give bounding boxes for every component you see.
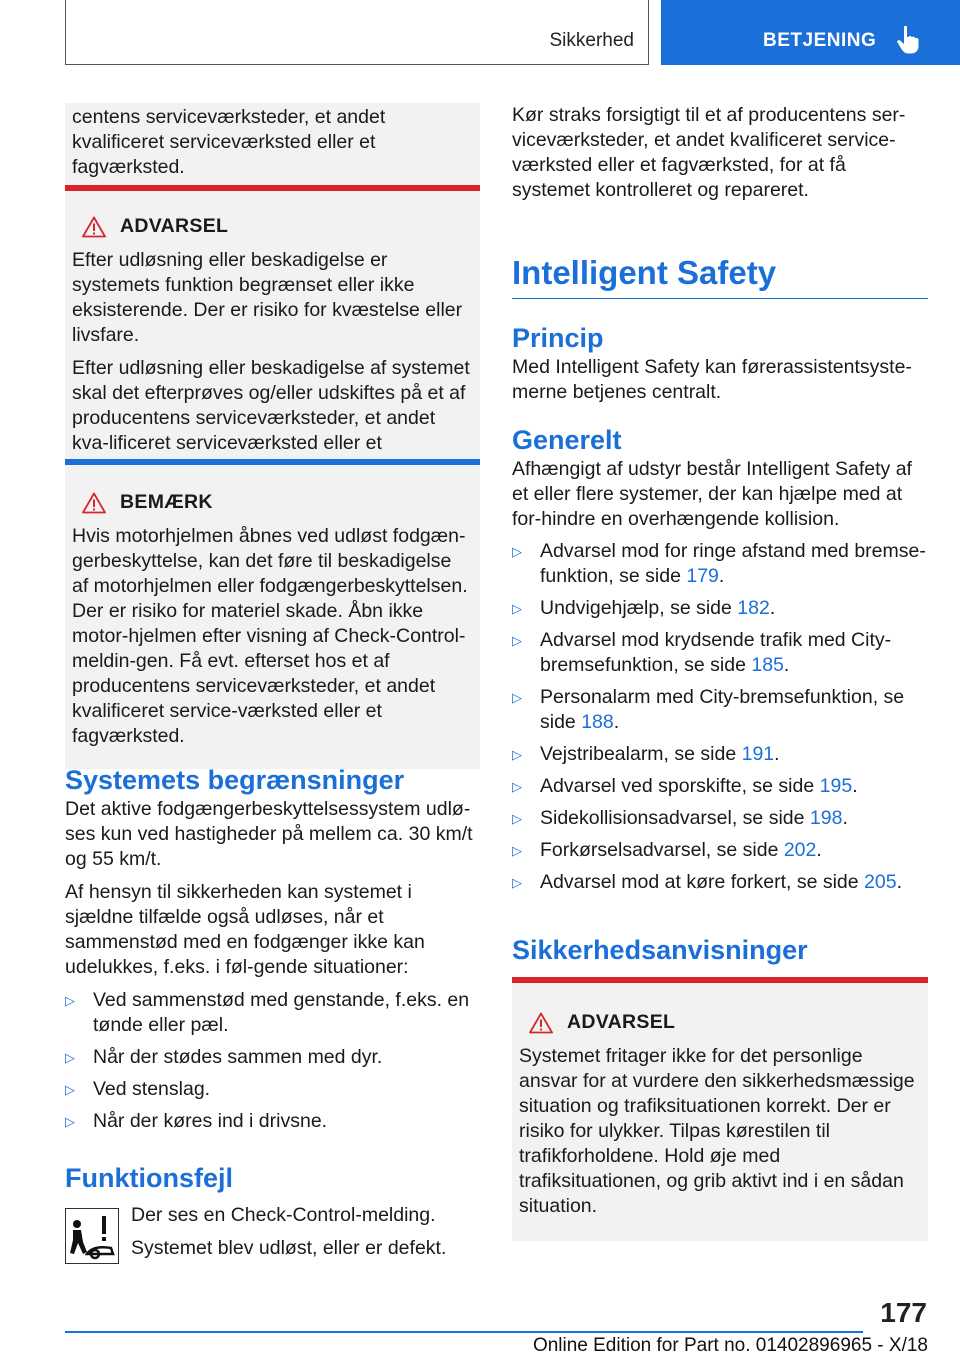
note-title: BEMÆRK [120,491,213,513]
warning-header [72,215,473,238]
princip-text: Med Intelligent Safety kan førerassistentsyste‐merne betjenes centralt. [512,356,912,403]
list-item-text: Advarsel mod for ringe afstand med bremse‐funktion, se side [540,540,926,587]
limits-paragraph: Af hensyn til sikkerheden kan systemet i sjældne tilfælde også udløses, når et sammenstød med en fodgænger ikke kan udelukkes, f.eks. i føl‐gende situationer: [65,881,425,978]
bullet-triangle-icon: ▷ [512,875,522,890]
systems-list [512,539,928,895]
page-link[interactable]: 191 [741,743,775,765]
warning-paragraph: Efter udløsning eller beskadigelse af systemet skal det efterprøves og/eller udskiftes på et af producentens serviceværksteder, et andet kva‐lificeret serviceværksted eller et [72,357,470,454]
list-item: ▷ Forkørselsadvarsel, se side 202. [512,839,822,861]
list-item: ▷ Advarsel mod for ringe afstand med bremse‐funktion, se side 179. [512,540,926,587]
fault-line: Der ses en Check-Control-melding. [131,1204,436,1226]
continued-note-box [65,103,480,196]
footer-divider [65,1331,863,1333]
bullet-triangle-icon: ▷ [65,1114,75,1129]
list-item: ▷ Personalarm med City-bremsefunktion, se side 188. [512,686,905,733]
list-item: ▷ Undvigehjælp, se side 182. [512,597,776,619]
hand-pointer-icon [895,25,921,55]
list-item [65,988,480,1038]
header-section-box [65,0,649,65]
note-paragraph: Hvis motorhjelmen åbnes ved udløst fodgæn‐gerbeskyttelse, kan det føre til beskadigelse af motorhjelmen eller fodgængerbeskyttelsen. Der er risiko for materiel skade. Åbn ikke motor‐hjelmen efter visning af Check-Control-meldin‐gen. Få evt. efterset hos et af producentens serviceværksteder, et andet kvalificeret service‐værksted eller et fagværksted. [72,525,468,747]
bullet-triangle-icon: ▷ [512,633,522,648]
list-item-text: Advarsel mod krydsende trafik med City-bremsefunktion, se side [540,629,892,676]
list-item-text: Vejstribealarm, se side [540,743,742,765]
fault-section [65,1161,480,1261]
limits-paragraph: Det aktive fodgængerbeskyttelsessystem udlø‐ses kun ved hastigheder på mellem ca. 30 km/t og 55 km/t. [65,798,473,870]
list-item-text: Ved stenslag. [93,1078,211,1100]
list-item-text: Undvigehjælp, se side [540,597,738,619]
header-chapter-label: BETJENING [763,30,877,51]
limits-list [65,988,480,1134]
right-intro [512,103,928,203]
footer-edition: Online Edition for Part no. 01402896965 - X/18 [532,1335,928,1356]
bullet-triangle-icon: ▷ [512,690,522,705]
right-intro-text: Kør straks forsigtigt til et af producentens ser‐viceværksteder, et andet kvalificeret service‐værksted eller et fagværksted, for at få systemet kontrolleret og repareret. [512,104,906,201]
list-item: ▷ Advarsel mod at køre forkert, se side 205. [512,871,903,893]
princip-heading: Princip [512,323,604,353]
notice-triangle-icon [82,492,106,514]
bullet-triangle-icon: ▷ [65,993,75,1008]
list-item-text: Sidekollisionsadvarsel, se side [540,807,810,829]
list-item-text: Forkørselsadvarsel, se side [540,839,784,861]
warning-triangle-icon [82,216,106,238]
fault-line: Systemet blev udløst, eller er defekt. [131,1237,447,1259]
header-chapter-tab[interactable] [661,0,960,65]
list-item: ▷ Vejstribealarm, se side 191. [512,743,780,765]
bullet-triangle-icon: ▷ [512,544,522,559]
limits-section [65,763,480,1134]
list-item [65,1045,480,1070]
list-item: ▷ Advarsel ved sporskifte, se side 195. [512,775,858,797]
list-item-text: Når der køres ind i drivsne. [93,1110,328,1132]
continued-note-text: centens serviceværksteder, et andet kvalificeret serviceværksted eller et fagværksted. [72,106,386,178]
bullet-triangle-icon: ▷ [512,747,522,762]
list-item-text: Personalarm med City-bremsefunktion, se side [540,686,905,733]
bullet-triangle-icon: ▷ [512,601,522,616]
list-item [65,1109,480,1134]
fault-heading: Funktionsfejl [65,1163,233,1193]
list-item-text: Ved sammenstød med genstande, f.eks. en tønde eller pæl. [93,989,470,1036]
bullet-triangle-icon: ▷ [65,1082,75,1097]
page-link[interactable]: 179 [686,565,719,587]
page-link[interactable]: 198 [809,807,843,829]
page-link[interactable]: 205 [864,871,897,893]
limits-heading: Systemets begrænsninger [65,765,405,795]
page-link[interactable]: 188 [581,711,614,733]
bullet-triangle-icon: ▷ [512,811,522,826]
note-header [72,491,473,514]
list-item: ▷ Advarsel mod krydsende trafik med City-bremsefunktion, se side 185. [512,629,892,676]
pedestrian-protection-fault-icon [65,1208,119,1264]
safety-heading: Sikkerhedsanvisninger [512,935,808,965]
page-link[interactable]: 185 [751,654,784,676]
warning-paragraph: Efter udløsning eller beskadigelse er systemets funktion begrænset eller ikke eksisterende. Der er risiko for kvæstelse eller livsfare. [72,249,463,346]
page-number: 177 [880,1297,927,1328]
bullet-triangle-icon: ▷ [65,1050,75,1065]
page-link[interactable]: 195 [819,775,853,797]
list-item-text: Advarsel ved sporskifte, se side [540,775,820,797]
warning-paragraph: Systemet fritager ikke for det personlige ansvar for at vurdere den sikkerhedsmæssige situation og trafiksituationen korrekt. Der er risiko for ulykker. Tilpas kørestilen til trafikforholdene. Hold øje med trafiksituationen, og grib aktivt ind i en sådan situation. [519,1045,915,1217]
header-section-title: Sikkerhed [549,30,634,51]
warning-triangle-icon [529,1012,553,1034]
list-item-text: Advarsel mod at køre forkert, se side [540,871,865,893]
bullet-triangle-icon: ▷ [512,779,522,794]
warning-title: ADVARSEL [567,1011,676,1033]
generelt-heading: Generelt [512,425,622,455]
warning-title: ADVARSEL [120,215,229,237]
bullet-triangle-icon: ▷ [512,843,522,858]
warning-box-2 [512,977,928,1241]
list-item-text: Når der stødes sammen med dyr. [93,1046,383,1068]
safety-section [512,933,928,967]
chapter-heading: Intelligent Safety [512,252,928,299]
warning-box-1 [65,185,480,497]
page-link[interactable]: 182 [737,597,770,619]
list-item: ▷ Sidekollisionsadvarsel, se side 198. [512,807,848,829]
note-box [65,459,480,769]
generelt-text: Afhængigt af udstyr består Intelligent Safety af et eller flere systemer, der kan hjælpe med at for‐hindre en overhængende kollision. [512,458,912,530]
page-link[interactable]: 202 [783,839,817,861]
warning-header [519,1011,921,1034]
intelligent-safety-section [512,252,928,895]
list-item [65,1077,480,1102]
